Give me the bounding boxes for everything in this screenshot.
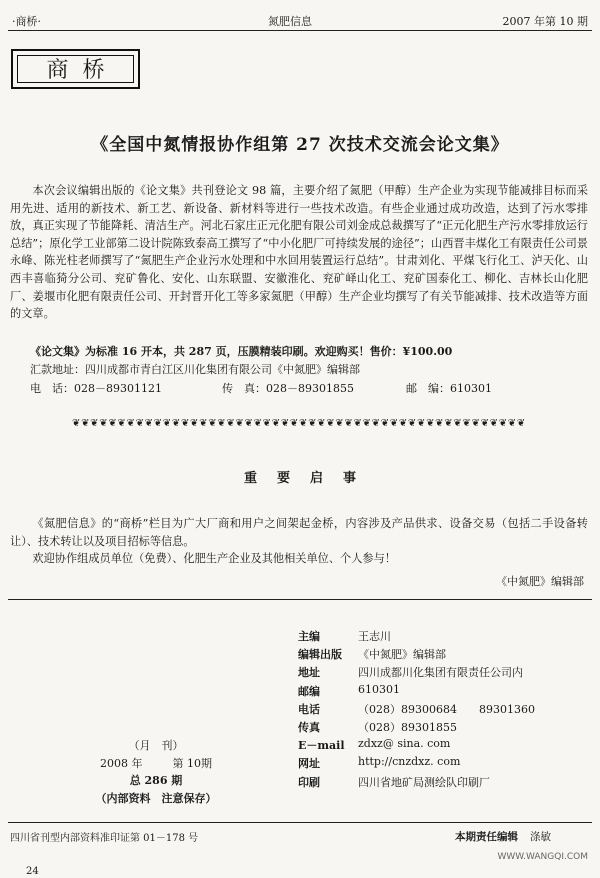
masthead-row-publisher — [298, 646, 588, 664]
address-line: 汇款地址：四川成都市青白江区川化集团有限公司《中氮肥》编辑部 — [30, 363, 360, 376]
masthead-value: （028）89301855 — [358, 720, 457, 734]
masthead-value: 四川成都川化集团有限责任公司内 — [358, 666, 523, 680]
issue-total: 总 286 期 — [129, 774, 183, 787]
header-section-label: ·商桥· — [12, 15, 41, 28]
masthead-value: （028）89300684 89301360 — [358, 702, 535, 716]
footer-editor-credit — [455, 829, 551, 844]
masthead-label: E－mail — [298, 739, 345, 753]
masthead-row-email — [298, 737, 588, 755]
masthead-label: 网址 — [298, 757, 320, 771]
footer-divider — [8, 822, 592, 823]
announcement-signature: 《中氮肥》编辑部 — [496, 575, 584, 588]
issue-number: 第 10期 — [172, 756, 212, 770]
masthead-row-phone — [298, 701, 588, 719]
header-issue-label: 2007 年第 10 期 — [502, 15, 588, 28]
masthead-row-address — [298, 664, 588, 682]
masthead-label: 编辑出版 — [298, 648, 342, 662]
fax: 传 真：028－89301855 — [222, 382, 354, 395]
masthead-value: 《中氮肥》编辑部 — [358, 648, 446, 662]
column-title-box — [11, 49, 140, 89]
masthead-row-editor — [298, 628, 588, 646]
masthead-label: 印刷 — [298, 775, 320, 789]
announcement-paragraph-1: 《氮肥信息》的“商桥”栏目为广大厂商和用户之间架起金桥，内容涉及产品供求、设备交易（包括二手设备转让）、技术转让以及项目招标等信息。 — [10, 517, 588, 548]
watermark: WWW.WANGQI.COM — [497, 852, 588, 862]
notice-paragraph: 本次会议编辑出版的《论文集》共刊登论文 98 篇，主要介绍了氮肥（甲醇）生产企业为实现节能减排目标而采用先进、适用的新技术、新工艺、新设备、新材料等进行一些技术改造。有些企业通过成功改造，达到了污水零排放，真正实现了节能降耗、清洁生产。河北石家庄正元化肥有限公司刘金成总裁撰写了“正元化肥生产污水零排放运行总结”；原化学工业部第二设计院陈致泰高工撰写了“中小化肥厂可持续发展的途径”；山西晋丰煤化工有限责任公司景永峰、陈光柱老师撰写了“氮肥生产企业污水处理和中水回用装置运行总结”。甘肃刘化、平煤飞行化工、泸天化、山西丰喜临猗分公司、兖矿鲁化、安化、山东联盟、安徽淮化、兖矿峄山化工、兖矿国泰化工、柳化、吉林长山化肥厂、姜堰市化肥有限责任公司、开封晋开化工等多家氮肥（甲醇）生产企业均撰写了有关节能减排、技术改造等方面的文章。 — [10, 184, 588, 321]
masthead — [298, 628, 588, 792]
issue-note: （内部资料 注意保存） — [95, 791, 217, 805]
masthead-value: 610301 — [358, 682, 400, 696]
masthead-label: 邮编 — [298, 684, 320, 698]
issue-year: 2008 年 — [100, 756, 143, 770]
footer-license: 四川省刊型内部资料准印证第 01－178 号 — [10, 833, 199, 844]
announcement-title: 重要启事 — [243, 471, 376, 486]
masthead-label: 电话 — [298, 702, 320, 716]
masthead-value: zdxz@ sina. com — [358, 737, 451, 751]
price-line: 《论文集》为标准 16 开本，共 287 页，压膜精装印刷。欢迎购买！售价：¥100.00 — [30, 345, 453, 358]
issue-year-number — [86, 755, 226, 773]
footer-editor-label: 本期责任编辑 — [455, 831, 518, 843]
header-divider — [8, 30, 592, 31]
masthead-label-text: 主编 — [298, 630, 320, 643]
masthead-row-fax — [298, 719, 588, 737]
announcement-paragraph-2: 欢迎协作组成员单位（免费）、化肥生产企业及其他相关单位、个人参与！ — [32, 552, 396, 565]
ornament-divider: ❦❦❦❦❦❦❦❦❦❦❦❦❦❦❦❦❦❦❦❦❦❦❦❦❦❦❦❦❦❦❦❦❦❦❦❦❦❦❦❦❦❦❦❦❦❦❦❦❦❦ — [72, 418, 526, 429]
masthead-label — [298, 628, 346, 646]
masthead-row-website — [298, 755, 588, 773]
page-number: 24 — [26, 866, 39, 877]
postcode: 邮 编：610301 — [406, 382, 492, 395]
notice-title: 《全国中氮情报协作组第 27 次技术交流会论文集》 — [91, 135, 509, 155]
masthead-value: 四川省地矿局测绘队印刷厂 — [358, 775, 490, 789]
footer-editor-name: 涤敏 — [530, 831, 551, 843]
masthead-label: 传真 — [298, 720, 320, 734]
telephone: 电 话：028－89301121 — [30, 382, 162, 395]
issue-frequency: （月 刊） — [128, 739, 184, 752]
masthead-value: 王志川 — [358, 630, 391, 643]
masthead-row-postcode — [298, 683, 588, 701]
column-title: 商桥 — [17, 55, 134, 83]
masthead-row-printer — [298, 774, 588, 792]
section-divider — [8, 599, 592, 600]
issue-info — [86, 737, 226, 807]
masthead-value: http://cnzdxz. com — [358, 755, 461, 769]
header-journal-name: 氮肥信息 — [268, 15, 312, 28]
masthead-label: 地址 — [298, 666, 320, 680]
